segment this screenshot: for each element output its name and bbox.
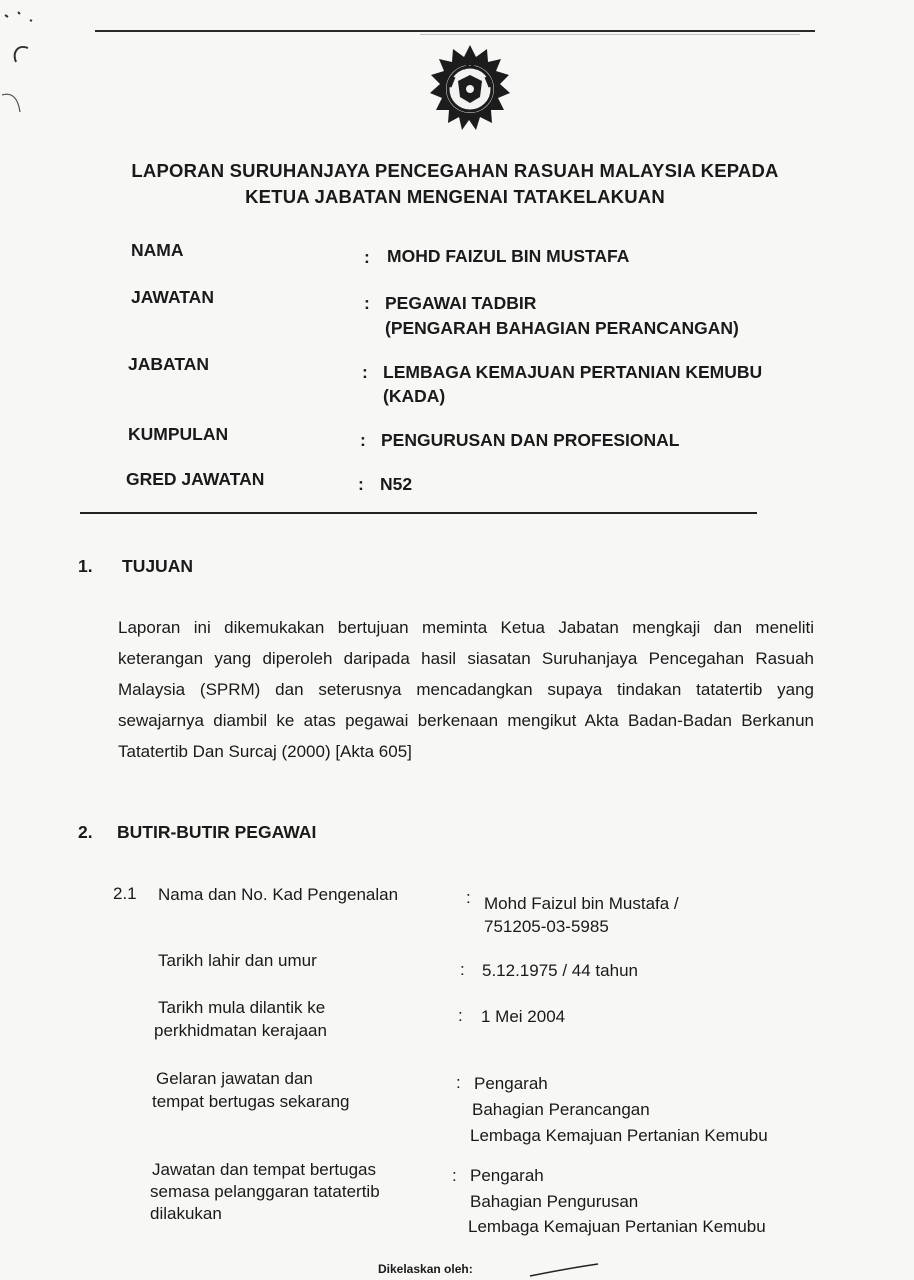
colon: : bbox=[458, 1006, 463, 1025]
jabatan-value-line2: (KADA) bbox=[383, 386, 446, 406]
info-divider bbox=[80, 512, 757, 514]
section1-number: 1. bbox=[78, 556, 93, 576]
detail-value: Bahagian Pengurusan bbox=[470, 1192, 639, 1211]
colon: : bbox=[358, 474, 364, 494]
detail-value: Mohd Faizul bin Mustafa / bbox=[484, 894, 679, 913]
colon: : bbox=[364, 293, 370, 313]
nama-value: MOHD FAIZUL BIN MUSTAFA bbox=[387, 246, 630, 266]
report-title-line2: KETUA JABATAN MENGENAI TATAKELAKUAN bbox=[245, 186, 665, 207]
section2-number: 2. bbox=[78, 822, 93, 842]
nama-label: NAMA bbox=[131, 240, 184, 260]
detail-value: Lembaga Kemajuan Pertanian Kemubu bbox=[470, 1126, 768, 1145]
item-number: 2.1 bbox=[113, 884, 137, 903]
colon: : bbox=[360, 430, 366, 450]
colon: : bbox=[466, 888, 471, 907]
signature bbox=[470, 1262, 600, 1278]
classified-by-label: Dikelaskan oleh: bbox=[378, 1262, 473, 1276]
colon: : bbox=[362, 362, 368, 382]
section1-title: TUJUAN bbox=[122, 556, 193, 576]
colon: : bbox=[460, 960, 465, 979]
handwritten-mark bbox=[0, 0, 70, 120]
jawatan-label: JAWATAN bbox=[131, 287, 214, 307]
detail-value: Lembaga Kemajuan Pertanian Kemubu bbox=[468, 1217, 766, 1236]
detail-value: Pengarah bbox=[474, 1074, 548, 1093]
colon: : bbox=[364, 247, 370, 267]
detail-value: 751205-03-5985 bbox=[484, 917, 609, 936]
detail-value: 5.12.1975 / 44 tahun bbox=[482, 961, 638, 980]
jawatan-value-line2: (PENGARAH BAHAGIAN PERANCANGAN) bbox=[385, 318, 739, 338]
top-divider-shadow bbox=[420, 34, 800, 35]
detail-label: Nama dan No. Kad Pengenalan bbox=[158, 885, 399, 904]
detail-value: 1 Mei 2004 bbox=[481, 1007, 566, 1026]
colon: : bbox=[456, 1073, 461, 1092]
section2-title: BUTIR-BUTIR PEGAWAI bbox=[117, 822, 317, 842]
detail-label: dilakukan bbox=[150, 1204, 222, 1223]
detail-label: Tarikh lahir dan umur bbox=[158, 951, 317, 970]
detail-label: semasa pelanggaran tatatertib bbox=[150, 1182, 380, 1201]
detail-label: perkhidmatan kerajaan bbox=[154, 1021, 327, 1040]
colon: : bbox=[452, 1166, 457, 1185]
sprm-emblem-icon bbox=[420, 42, 520, 137]
detail-label: Tarikh mula dilantik ke bbox=[158, 998, 326, 1017]
kumpulan-label: KUMPULAN bbox=[128, 424, 229, 444]
kumpulan-value: PENGURUSAN DAN PROFESIONAL bbox=[381, 430, 680, 450]
detail-label: tempat bertugas sekarang bbox=[152, 1092, 350, 1111]
detail-value: Pengarah bbox=[470, 1166, 544, 1185]
jabatan-value-line1: LEMBAGA KEMAJUAN PERTANIAN KEMUBU bbox=[383, 362, 763, 382]
top-divider bbox=[95, 30, 815, 32]
jawatan-value-line1: PEGAWAI TADBIR bbox=[385, 293, 537, 313]
jabatan-label: JABATAN bbox=[128, 354, 210, 374]
detail-value: Bahagian Perancangan bbox=[472, 1100, 650, 1119]
detail-label: Jawatan dan tempat bertugas bbox=[152, 1160, 376, 1179]
detail-label: Gelaran jawatan dan bbox=[156, 1069, 313, 1088]
report-title-line1: LAPORAN SURUHANJAYA PENCEGAHAN RASUAH MALAYSIA KEPADA bbox=[131, 160, 779, 181]
gred-label: GRED JAWATAN bbox=[126, 469, 265, 489]
section1-paragraph: Laporan ini dikemukakan bertujuan meminta Ketua Jabatan mengkaji dan meneliti keterangan yang diperoleh daripada hasil siasatan Suruhanjaya Pencegahan Rasuah Malaysia (SPRM) dan seterusnya mencadangkan supaya tindakan tatatertib yang sewajarnya diambil ke atas pegawai berkenaan mengikut Akta Badan-Badan Berkanun Tatatertib Dan Surcaj (2000) [Akta 605] bbox=[118, 618, 814, 761]
gred-value: N52 bbox=[380, 474, 413, 494]
